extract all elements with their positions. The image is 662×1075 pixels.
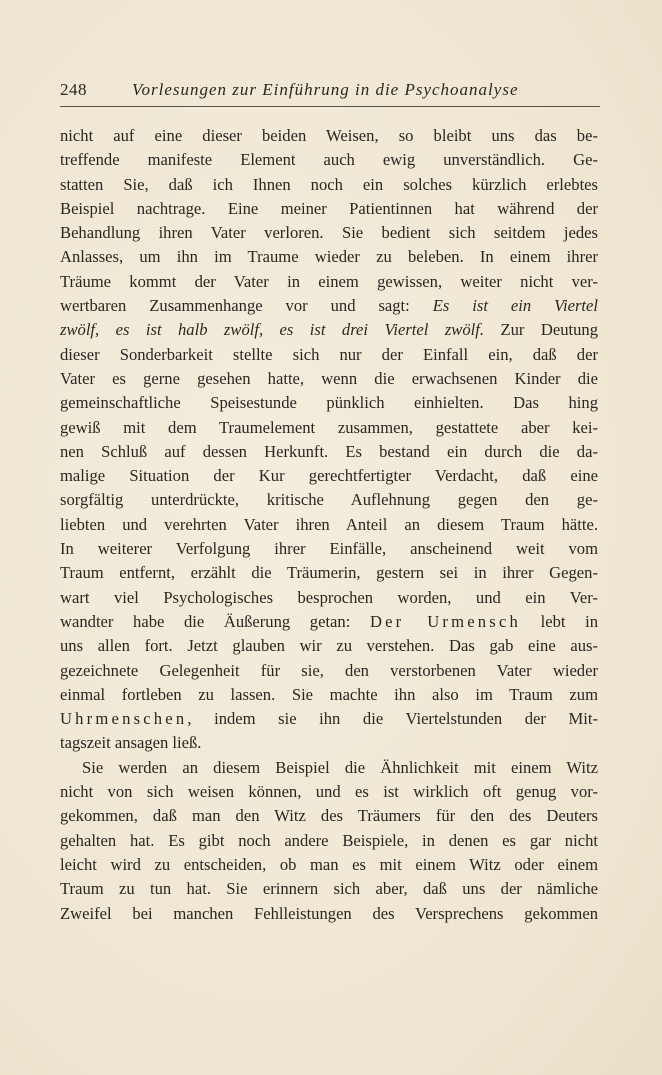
text-line bbox=[60, 610, 598, 634]
text-line: gekommen, daß man den Witz des Träumers für den des Deuters bbox=[60, 806, 598, 826]
text-segment: Zur Deutung bbox=[484, 320, 599, 340]
text-line: gemeinschaftliche Speisestunde pünklich einhielten. Das hing bbox=[60, 393, 598, 413]
page-number: 248 bbox=[60, 80, 87, 99]
text-line: nicht von sich weisen können, und es ist wirklich oft genug vor- bbox=[60, 782, 598, 802]
text-line: Sie werden an diesem Beispiel die Ähnlichkeit mit einem Witz bbox=[82, 757, 598, 777]
text-segment: lebt in bbox=[521, 611, 599, 631]
text-line bbox=[60, 707, 598, 731]
text-line: Traum zu tun hat. Sie erinnern sich aber, daß uns der nämliche bbox=[60, 879, 598, 899]
text-line: Beispiel nachtrage. Eine meiner Patientinnen hat während der bbox=[60, 198, 598, 218]
text-segment: , indem sie ihn die Viertelstunden der Mit- bbox=[187, 709, 598, 729]
text-line bbox=[60, 294, 598, 318]
text-line: gewiß mit dem Traumelement zusammen, gestattete aber kei- bbox=[60, 417, 598, 437]
text-segment: wertbaren Zusammenhange vor und sagt: bbox=[60, 296, 433, 316]
header-rule bbox=[60, 106, 600, 107]
text-line: nen Schluß auf dessen Herkunft. Es bestand ein durch die da- bbox=[60, 441, 598, 461]
text-line: Behandlung ihren Vater verloren. Sie bedient sich seitdem jedes bbox=[60, 223, 598, 243]
text-line: Träume kommt der Vater in einem gewissen, weiter nicht ver- bbox=[60, 271, 598, 291]
dream-quote: zwölf, es ist halb zwölf, es ist drei Viertel zwölf. bbox=[60, 320, 485, 340]
body-text bbox=[60, 124, 598, 926]
running-title: Vorlesungen zur Einführung in die Psychoanalyse bbox=[132, 80, 519, 99]
text-line: uns allen fort. Jetzt glauben wir zu verstehen. Das gab eine aus- bbox=[60, 636, 598, 656]
text-line: gezeichnete Gelegenheit für sie, den verstorbenen Vater wieder bbox=[60, 660, 598, 680]
text-line: Zweifel bei manchen Fehlleistungen des Versprechens gekommen bbox=[60, 903, 598, 923]
text-line: In weiterer Verfolgung ihrer Einfälle, anscheinend weit vom bbox=[60, 539, 598, 559]
text-line bbox=[60, 318, 598, 342]
text-line: tagszeit ansagen ließ. bbox=[60, 733, 202, 753]
spaced-word: Der Urmensch bbox=[369, 611, 522, 631]
text-line: leicht wird zu entscheiden, ob man es mit einem Witz oder einem bbox=[60, 854, 598, 874]
text-line: liebten und verehrten Vater ihren Anteil an diesem Traum hätte. bbox=[60, 514, 598, 534]
text-line: Vater es gerne gesehen hatte, wenn die erwachsenen Kinder die bbox=[60, 368, 598, 388]
text-line: sorgfältig unterdrückte, kritische Auflehnung gegen den ge- bbox=[60, 490, 598, 510]
text-line: dieser Sonderbarkeit stellte sich nur der Einfall ein, daß der bbox=[60, 344, 598, 364]
text-line: Anlasses, um ihn im Traume wieder zu beleben. In einem ihrer bbox=[60, 247, 598, 267]
text-line: treffende manifeste Element auch ewig unverständlich. Ge- bbox=[60, 150, 598, 170]
text-line: malige Situation der Kur gerechtfertigter Verdacht, daß eine bbox=[60, 466, 598, 486]
page-header bbox=[60, 80, 600, 106]
text-segment: wandter habe die Äußerung getan: bbox=[60, 611, 370, 631]
text-line: statten Sie, daß ich Ihnen noch ein solches kürzlich erlebtes bbox=[60, 174, 598, 194]
text-line: nicht auf eine dieser beiden Weisen, so bleibt uns das be- bbox=[60, 126, 598, 145]
text-line: einmal fortleben zu lassen. Sie machte ihn also im Traum zum bbox=[60, 684, 598, 704]
text-line: Traum entfernt, erzählt die Träumerin, gestern sei in ihrer Gegen- bbox=[60, 563, 598, 583]
text-line: wart viel Psychologisches besprochen worden, und ein Ver- bbox=[60, 587, 598, 607]
text-line: gehalten hat. Es gibt noch andere Beispiele, in denen es gar nicht bbox=[60, 830, 598, 850]
dream-quote: Es ist ein Viertel bbox=[432, 296, 598, 316]
spaced-word: Uhrmenschen bbox=[60, 709, 188, 729]
